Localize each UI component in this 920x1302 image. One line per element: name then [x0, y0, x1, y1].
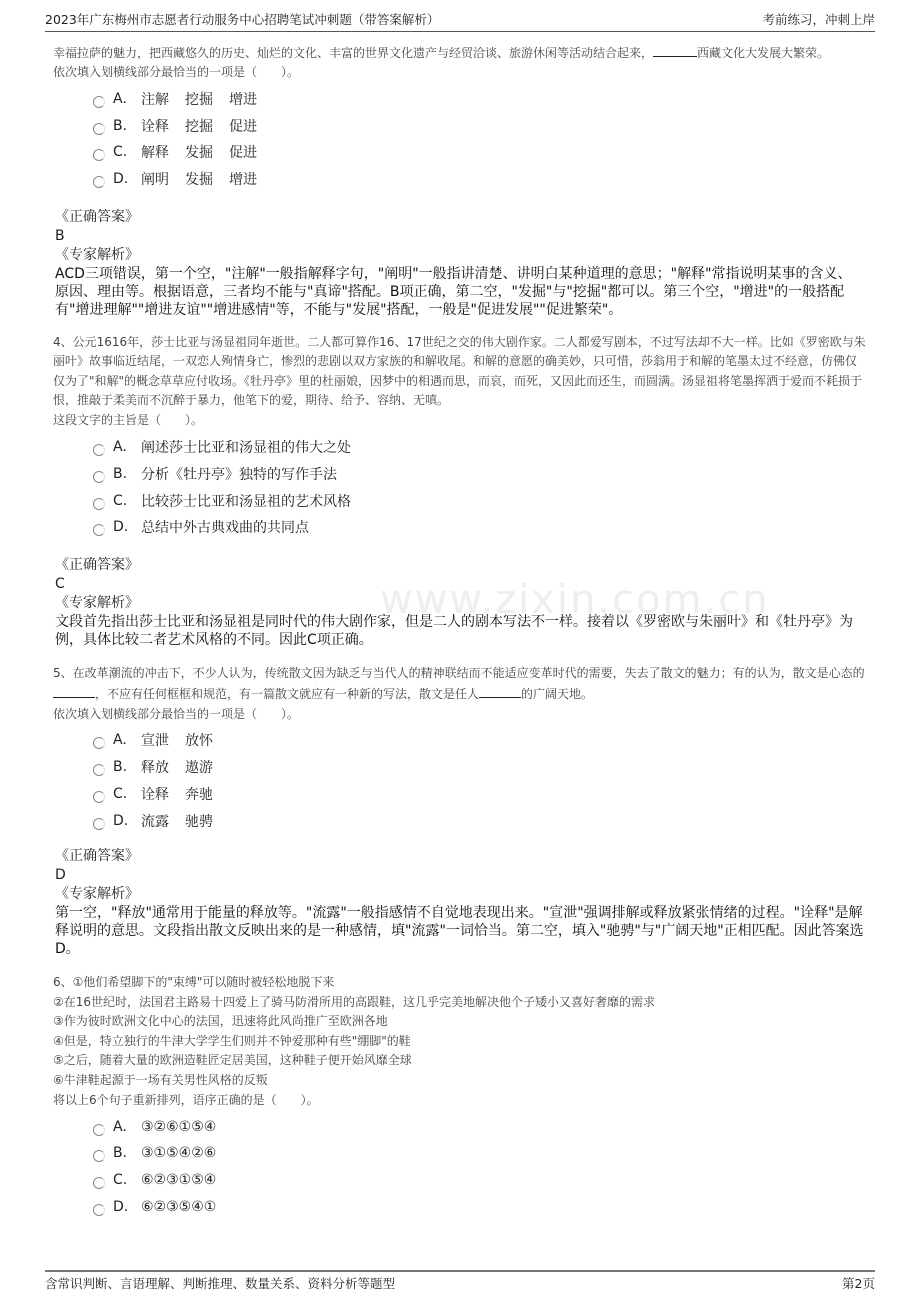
- option-b[interactable]: [53, 1140, 868, 1167]
- option-text: 驰骋: [185, 813, 213, 830]
- radio-button-icon[interactable]: [93, 471, 105, 483]
- option-a[interactable]: [53, 86, 868, 113]
- option-a[interactable]: [53, 727, 868, 754]
- option-text: ⑥②③①⑤④: [141, 1172, 217, 1189]
- q5-text-part: 5、在改革潮流的冲击下，不少人认为，传统散文因为缺乏与当代人的精神联结而不能适应变革时代的需要，失去了散文的魅力；有的认为，散文是心态的: [53, 665, 865, 680]
- option-c[interactable]: [53, 1167, 868, 1194]
- page-header: [45, 12, 875, 32]
- option-text: ⑥②③⑤④①: [141, 1198, 217, 1215]
- option-text: 释放: [141, 760, 169, 777]
- option-key: C.: [113, 144, 128, 161]
- radio-button-icon[interactable]: [93, 524, 105, 536]
- option-text: 诠释: [141, 118, 169, 135]
- answer-value: D: [55, 867, 66, 884]
- page-content: [53, 44, 868, 1220]
- question-4-options: [53, 434, 868, 541]
- option-b[interactable]: [53, 460, 868, 487]
- option-text: 诠释: [141, 786, 169, 803]
- radio-button-icon[interactable]: [93, 149, 105, 161]
- option-text: 总结中外古典戏曲的共同点: [141, 520, 309, 537]
- analysis-label: 《专家解析》: [55, 886, 139, 903]
- answer-value: C: [55, 575, 65, 592]
- option-key: B.: [113, 1145, 128, 1162]
- option-text: 发掘: [185, 172, 213, 189]
- analysis-text: ACD三项错误，第一个空，"注解"一般指解释字句，"阐明"一般指讲清楚、讲明白某种道理的意思；"解释"常指说明某事的含义、原因、理由等。根据语意，三者均不能与"真谛"搭配。B项正确，第二空，"发掘"与"挖掘"都可以。第三个空，"增进"的一般搭配有"增进理解""增进友谊""增进感情"等，不能与"发展"搭配，一般是"促进发展""促进繁荣"。: [55, 265, 852, 318]
- sentence-line: ⑤之后，随着大量的欧洲造鞋匠定居美国，这种鞋子便开始风靡全球: [53, 1053, 412, 1068]
- radio-button-icon[interactable]: [93, 176, 105, 188]
- analysis-label: 《专家解析》: [55, 246, 139, 263]
- question-6-sentences: [53, 973, 868, 1091]
- sentence-line: ②在16世纪时，法国君主路易十四爱上了骑马防滑所用的高跟鞋，这几乎完美地解决他个子矮小又喜好奢靡的需求: [53, 994, 656, 1009]
- document-title: 2023年广东梅州市志愿者行动服务中心招聘笔试冲刺题（带答案解析）: [45, 12, 440, 27]
- footer-note: 含常识判断、言语理解、判断推理、数量关系、资料分析等题型: [45, 1276, 396, 1291]
- option-a[interactable]: [53, 1113, 868, 1140]
- option-text: 遨游: [185, 760, 213, 777]
- question-5-options: [53, 727, 868, 834]
- question-6-prompt: 将以上6个句子重新排列，语序正确的是（ ）。: [53, 1092, 319, 1107]
- analysis-text: 文段首先指出莎士比亚和汤显祖是同时代的伟大剧作家，但是二人的剧本写法不一样。接着以《罗密欧与朱丽叶》和《牡丹亭》为例，具体比较二者艺术风格的不同。因此C项正确。: [55, 613, 853, 648]
- option-text: ③①⑤④②⑥: [141, 1145, 217, 1162]
- option-key: D.: [113, 519, 129, 536]
- radio-button-icon[interactable]: [93, 1177, 105, 1189]
- answer-label: 《正确答案》: [55, 208, 139, 225]
- option-text: ③②⑥①⑤④: [141, 1118, 217, 1135]
- option-key: C.: [113, 785, 128, 802]
- radio-button-icon[interactable]: [93, 123, 105, 135]
- option-d[interactable]: [53, 166, 868, 193]
- sentence-line: 6、①他们希望脚下的"束缚"可以随时被轻松地脱下来: [53, 975, 335, 990]
- option-b[interactable]: [53, 754, 868, 781]
- option-key: B.: [113, 759, 128, 776]
- option-text: 促进: [229, 118, 257, 135]
- option-d[interactable]: [53, 1194, 868, 1221]
- blank: [653, 56, 697, 57]
- option-key: C.: [113, 492, 128, 509]
- option-c[interactable]: [53, 487, 868, 514]
- option-key: A.: [113, 1118, 127, 1135]
- q5-text-part: 的广阔天地。: [521, 686, 594, 701]
- question-4-prompt: 这段文字的主旨是（ ）。: [53, 412, 204, 427]
- option-text: 挖掘: [185, 118, 213, 135]
- option-text: 比较莎士比亚和汤显祖的艺术风格: [141, 493, 351, 510]
- radio-button-icon[interactable]: [93, 1124, 105, 1136]
- question-3-text: [53, 44, 868, 63]
- option-key: D.: [113, 1198, 129, 1215]
- option-text: 放怀: [185, 733, 213, 750]
- sentence-line: ④但是，特立独行的牛津大学学生们则并不钟爱那种有些"绷脚"的鞋: [53, 1033, 411, 1048]
- option-text: 注解: [141, 91, 169, 108]
- radio-button-icon[interactable]: [93, 1204, 105, 1216]
- option-b[interactable]: [53, 112, 868, 139]
- option-text: 挖掘: [185, 91, 213, 108]
- option-c[interactable]: [53, 780, 868, 807]
- option-key: B.: [113, 465, 128, 482]
- option-text: 增进: [229, 172, 257, 189]
- option-text: 解释: [141, 145, 169, 162]
- radio-button-icon[interactable]: [93, 764, 105, 776]
- answer-label: 《正确答案》: [55, 848, 139, 865]
- radio-button-icon[interactable]: [93, 1150, 105, 1162]
- page-footer: [45, 1270, 875, 1292]
- option-key: A.: [113, 732, 127, 749]
- option-key: A.: [113, 439, 127, 456]
- question-6-options: [53, 1113, 868, 1220]
- question-3-prompt: 依次填入划横线部分最恰当的一项是（ ）。: [53, 64, 300, 79]
- radio-button-icon[interactable]: [93, 444, 105, 456]
- answer-value: B: [55, 227, 65, 244]
- answer-label: 《正确答案》: [55, 556, 139, 573]
- option-text: 分析《牡丹亭》独特的写作手法: [141, 466, 337, 483]
- q3-text-part: 西藏文化大发展大繁荣。: [697, 46, 830, 60]
- option-text: 促进: [229, 145, 257, 162]
- option-d[interactable]: [53, 514, 868, 541]
- option-key: D.: [113, 171, 129, 188]
- radio-button-icon[interactable]: [93, 96, 105, 108]
- radio-button-icon[interactable]: [93, 737, 105, 749]
- option-text: 流露: [141, 813, 169, 830]
- option-text: 发掘: [185, 145, 213, 162]
- question-4-text: 4、公元1616年，莎士比亚与汤显祖同年逝世。二人都可算作16、17世纪之交的伟大剧作家。二人都爱写剧本，不过写法却不大一样。比如《罗密欧与朱丽叶》故事临近结尾，一双恋人殉情身亡，惨烈的悲剧以双方家族的和解收尾。和解的意愿的确美妙，只可惜，莎翁用于和解的笔墨太过不经意，仿佛仅仅为了"和解"的概念草草应付收场。《牡丹亭》里的杜丽娘，因梦中的相遇而思，而哀，而死，又因此而还生，而圆满。汤显祖将笔墨挥洒于爱而不耗损于恨，推敲于柔美而不沉醉于暴力，他笔下的爱，期待、给予、容纳、无嗔。: [53, 334, 866, 408]
- option-text: 奔驰: [185, 786, 213, 803]
- blank: [479, 697, 521, 698]
- option-text: 增进: [229, 91, 257, 108]
- blank: [53, 697, 95, 698]
- option-a[interactable]: [53, 434, 868, 461]
- radio-button-icon[interactable]: [93, 791, 105, 803]
- option-text: 阐述莎士比亚和汤显祖的伟大之处: [141, 440, 351, 457]
- option-text: 阐明: [141, 172, 169, 189]
- q5-text-part: ，不应有任何框框和规范，有一篇散文就应有一种新的写法，散文是任人: [95, 686, 480, 701]
- sentence-line: ③作为彼时欧洲文化中心的法国，迅速将此风尚推广至欧洲各地: [53, 1014, 388, 1029]
- option-d[interactable]: [53, 807, 868, 834]
- question-5-text: [53, 663, 868, 705]
- question-5-prompt: 依次填入划横线部分最恰当的一项是（ ）。: [53, 706, 300, 721]
- option-key: C.: [113, 1172, 128, 1189]
- q3-text-part: 幸福拉萨的魅力，把西藏悠久的历史、灿烂的文化、丰富的世界文化遗产与经贸洽谈、旅游休闲等活动结合起来，: [53, 46, 654, 60]
- sentence-line: ⑥牛津鞋起源于一场有关男性风格的反叛: [53, 1073, 268, 1088]
- analysis-text: 第一空，"释放"通常用于能量的释放等。"流露"一般指感情不自觉地表现出来。"宣泄"强调排解或释放紧张情绪的过程。"诠释"是解释说明的意思。文段指出散文反映出来的是一种感情，填"流露"一词恰当。第二空，填入"驰骋"与"广阔天地"正相匹配。因此答案选D。: [55, 905, 864, 958]
- option-key: D.: [113, 812, 129, 829]
- question-3-options: [53, 86, 868, 193]
- analysis-label: 《专家解析》: [55, 594, 139, 611]
- radio-button-icon[interactable]: [93, 498, 105, 510]
- option-key: B.: [113, 117, 128, 134]
- header-slogan: 考前练习，冲刺上岸: [762, 12, 875, 27]
- radio-button-icon[interactable]: [93, 818, 105, 830]
- option-c[interactable]: [53, 139, 868, 166]
- option-text: 宣泄: [141, 733, 169, 750]
- watermark: www.zixin.com.cn: [380, 577, 770, 623]
- option-key: A.: [113, 90, 127, 107]
- page-number: 第2页: [842, 1276, 875, 1291]
